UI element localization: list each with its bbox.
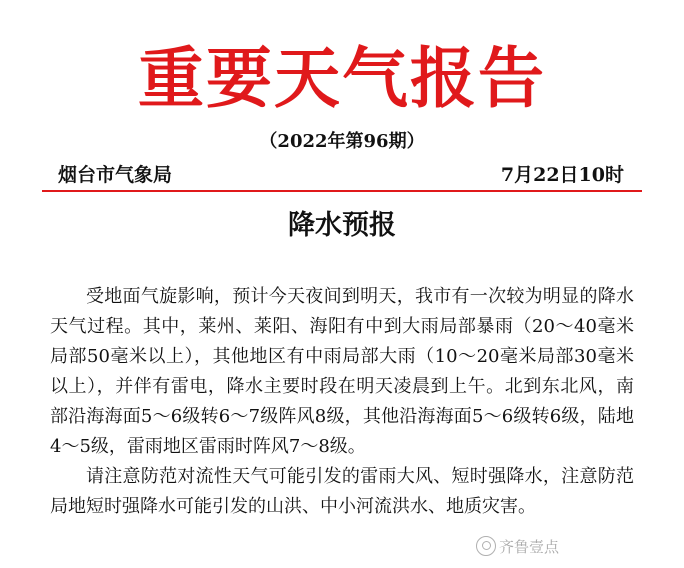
issue-time: 7月22日10时	[500, 164, 624, 186]
report-body	[50, 282, 634, 522]
watermark	[472, 535, 563, 559]
meta-row	[58, 162, 624, 188]
watermark-logo-icon	[476, 536, 496, 556]
paragraph: 请注意防范对流性天气可能引发的雷雨大风、短时强降水，注意防范局地短时强降水可能引发的山洪、中小河流洪水、地质灾害。	[50, 466, 634, 517]
issue-number: （2022年第96期）	[259, 131, 425, 152]
issuing-agency: 烟台市气象局	[58, 164, 173, 186]
masthead-title: 重要天气报告	[138, 39, 546, 117]
red-divider	[42, 190, 642, 192]
document-title: 降水预报	[288, 210, 396, 241]
paragraph: 受地面气旋影响，预计今天夜间到明天，我市有一次较为明显的降水天气过程。其中，莱州、莱阳、海阳有中到大雨局部暴雨（20～40毫米局部50毫米以上），其他地区有中雨局部大雨（10～20毫米局部30毫米以上），并伴有雷电，降水主要时段在明天凌晨到上午。北到东北风，南部沿海海面5～6级转6～7级阵风8级，其他沿海海面5～6级转6级，陆地4～5级，雷雨地区雷雨时阵风7～8级。	[50, 286, 634, 457]
watermark-text: 齐鲁壹点	[499, 538, 560, 556]
